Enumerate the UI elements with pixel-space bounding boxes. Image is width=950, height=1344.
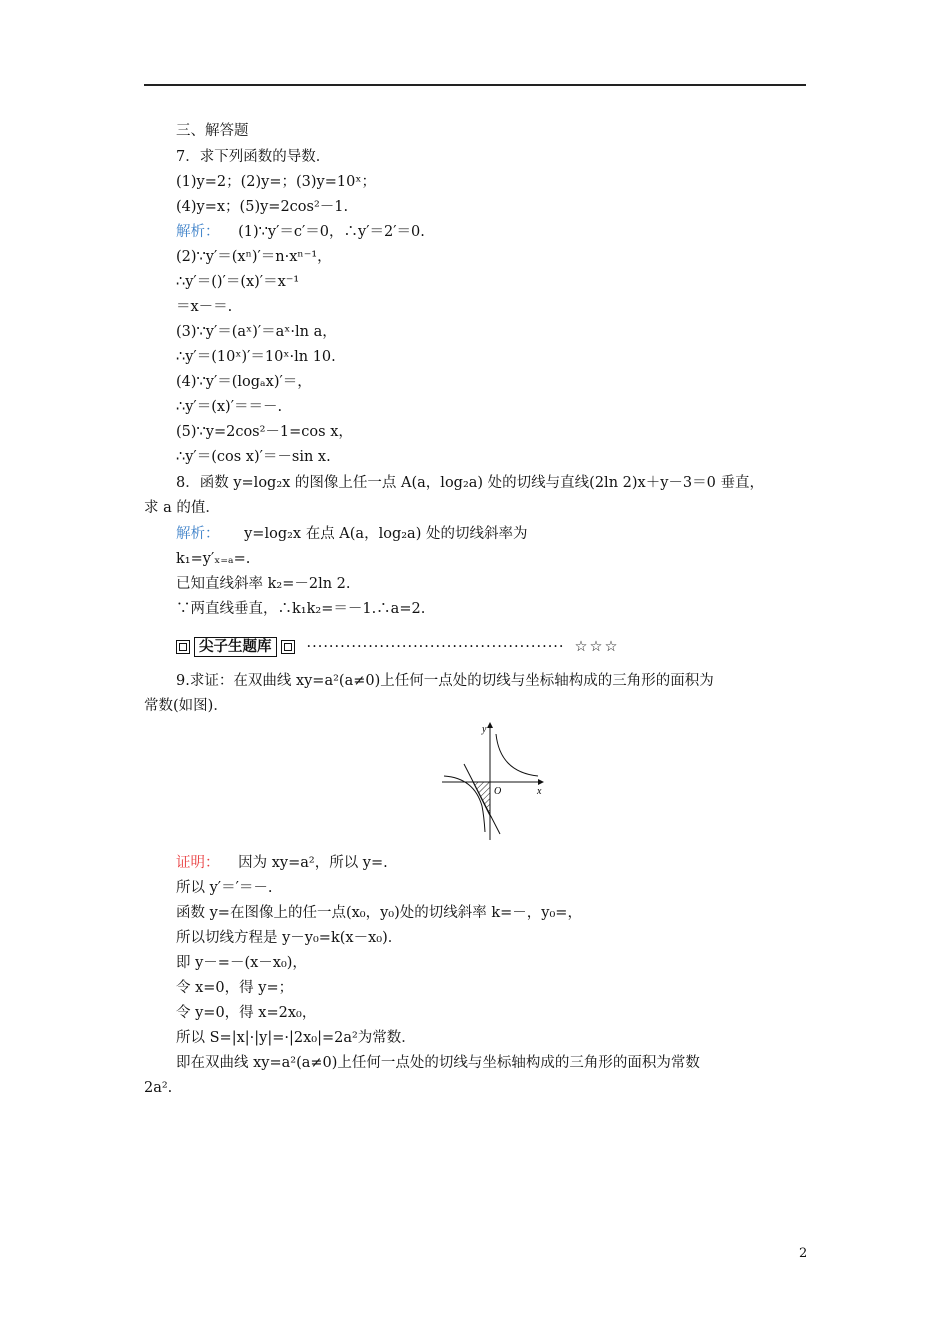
- hyperbola-branch-q1: [496, 734, 538, 776]
- q8-step: y=log₂x 在点 A(a，log₂a) 处的切线斜率为: [244, 526, 528, 542]
- q8-stem-line2: 求 a 的值．: [144, 500, 220, 516]
- q7-step: ＝x－＝.: [176, 299, 233, 315]
- q7-step: (4)∵y′＝(logₐx)′＝，: [176, 374, 312, 390]
- q9-conclusion-line1: 即在双曲线 xy=a²(a≠0)上任何一点处的切线与坐标轴构成的三角形的面积为常数: [176, 1055, 700, 1071]
- y-axis-arrow: [487, 722, 493, 728]
- q8-solution-label: 解析：: [176, 526, 220, 542]
- header-rule: [144, 84, 806, 86]
- star-rating: ☆☆☆: [574, 639, 620, 655]
- hyperbola-figure: [438, 720, 548, 842]
- q7-parts-line2: (4)y=x；(5)y=2cos²－1.: [176, 199, 349, 215]
- q9-step: 令 x=0，得 y=；: [176, 980, 294, 996]
- q9-proof-label: 证明：: [176, 855, 220, 871]
- q7-solution-label: 解析：: [176, 224, 220, 240]
- q7-solution-line1: [176, 222, 425, 242]
- origin-label: O: [494, 786, 502, 797]
- square-icon: [176, 640, 190, 654]
- q9-conclusion-line2: 2a².: [144, 1080, 173, 1096]
- x-axis-label: x: [537, 786, 542, 797]
- q9-proof-line1: [176, 853, 388, 873]
- q9-step: 所以 S=|x|·|y|=·|2x₀|=2a²为常数．: [176, 1030, 416, 1046]
- top-students-banner: [176, 637, 620, 657]
- q9-step: 所以 y′＝′＝－.: [176, 880, 273, 896]
- q9-stem-line1: 9.求证：在双曲线 xy=a²(a≠0)上任何一点处的切线与坐标轴构成的三角形的面积为: [176, 673, 714, 689]
- q9-step: 函数 y=在图像上的任一点(x₀，y₀)处的切线斜率 k=－，y₀=，: [176, 905, 582, 921]
- x-axis-arrow: [538, 779, 544, 785]
- q8-solution-line1: [176, 524, 527, 544]
- q7-step: ∴y′＝(10ˣ)′＝10ˣ·ln 10.: [176, 349, 336, 365]
- q9-step: 令 y=0，得 x=2x₀，: [176, 1005, 317, 1021]
- square-icon: [281, 640, 295, 654]
- q7-step: (3)∵y′＝(aˣ)′＝aˣ·ln a，: [176, 324, 337, 340]
- banner-label: 尖子生题库: [194, 637, 277, 657]
- banner-dots: ··············································: [306, 639, 565, 655]
- section-title: 三、解答题: [176, 123, 249, 139]
- q9-step: 即 y－=－(x－x₀)，: [176, 955, 307, 971]
- page-number: 2: [799, 1246, 808, 1261]
- q7-stem: 7．求下列函数的导数．: [176, 149, 331, 165]
- q7-step: (2)∵y′＝(xⁿ)′＝n·xⁿ⁻¹，: [176, 249, 332, 265]
- q7-step: (5)∵y=2cos²－1=cos x，: [176, 424, 353, 440]
- q9-step: 所以切线方程是 y－y₀=k(x－x₀)．: [176, 930, 403, 946]
- q8-step: ∵两直线垂直，∴k₁k₂=＝－1.∴a=2.: [176, 601, 426, 617]
- y-axis-label: y: [482, 724, 487, 735]
- q8-step: 已知直线斜率 k₂=－2ln 2.: [176, 576, 351, 592]
- q7-parts-line1: (1)y=2；(2)y=；(3)y=10ˣ；: [176, 174, 376, 190]
- q8-stem-line1: 8．函数 y=log₂x 的图像上任一点 A(a，log₂a) 处的切线与直线(2ln 2)x＋y－3＝0 垂直，: [176, 475, 764, 491]
- q7-step: ∴y′＝()′＝(x)′＝x⁻¹: [176, 274, 300, 290]
- q7-step: ∴y′＝(x)′＝＝－.: [176, 399, 283, 415]
- q9-step: 因为 xy=a²，所以 y=.: [238, 855, 388, 871]
- tangent-line: [464, 764, 500, 834]
- q7-step: ∴y′＝(cos x)′＝－sin x.: [176, 449, 331, 465]
- q9-stem-line2: 常数(如图)．: [144, 698, 228, 714]
- q8-step: k₁=y′ₓ₌ₐ=.: [176, 551, 251, 567]
- q7-step: (1)∵y′＝c′＝0，∴y′＝2′＝0.: [238, 224, 425, 240]
